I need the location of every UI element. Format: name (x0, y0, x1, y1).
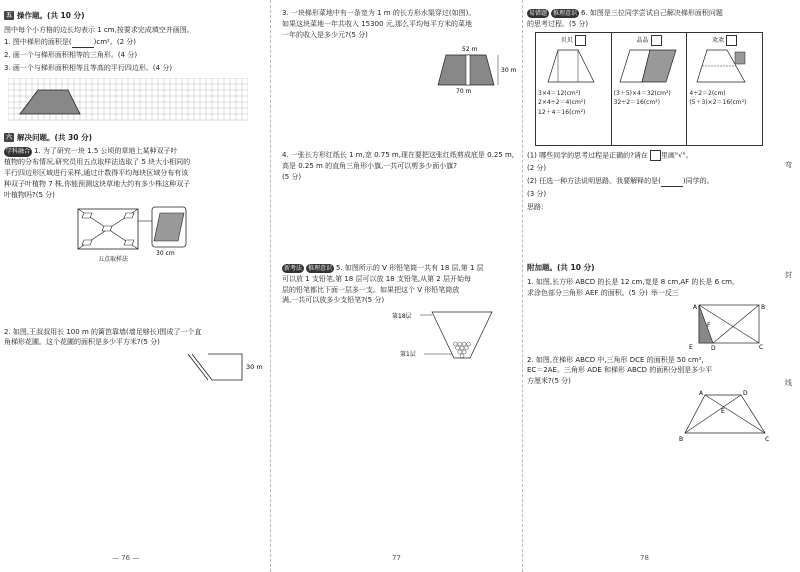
svg-text:E: E (689, 343, 693, 351)
svg-text:30 m: 30 m (246, 363, 263, 372)
tag-badge: 学科融合 (6, 148, 31, 156)
question-2: 2. 画一个与梯形面积相等的三角形。(4 分) (4, 51, 138, 60)
svg-text:D: D (743, 390, 748, 398)
section-heading: 五 操作题。(共 10 分) (6, 11, 85, 20)
binding-mark: 线 (785, 379, 792, 387)
answer-blank[interactable] (72, 39, 94, 48)
trapezoid-cut-c (689, 46, 759, 86)
question-1: 1. 图中梯形的面积是( )cm²。(2 分) (4, 38, 136, 47)
svg-text:F: F (707, 321, 711, 329)
svg-text:A: A (699, 390, 704, 398)
section-heading: 六 解决问题。(共 30 分) (6, 132, 93, 142)
svg-text:第18层: 第18层 (392, 313, 412, 321)
problem-5: 新考法 推理意识 5. 如图所示的 V 形铅笔筒一共有 18 层,第 1 层 可以放 1 支铅笔,第 18 层可以放 18 支铅笔,从第 2 层开始每 层的铅笔都比下面一层多一支。如果把这个 V 形铅笔筒放 满,一共可以放多少支铅笔?(5 分) (282, 263, 484, 305)
section-icon: 五 (6, 12, 13, 20)
method-card-b: 晶晶 (3＋5)×4＝32(cm²) 32÷2＝16(cm²) (612, 33, 688, 145)
check-box[interactable] (650, 150, 661, 161)
section-heading: 附加题。(共 10 分) (527, 263, 595, 273)
middle-column (282, 8, 520, 370)
question-6-2: (2) 任选一种方法说明思路。我要解释的是( )同学的。 (527, 176, 714, 185)
svg-text:五点取样法: 五点取样法 (98, 255, 129, 263)
problem-1: 学科融合 1. 为了研究一块 1.5 公顷的草地上某种双子叶 植物的分布情况,研究员用五点取样法选取了 5 块大小相同的 平行四边形区域进行采样,通过计数得平均每块区域分布有该 种双子叶植物 7 株,你能预测这块草地大约有多少株这种双子 叶植物吗?(5 分) (4, 147, 191, 199)
extra-problem-2: 2. 如图,在梯形 ABCD 中,三角形 DCE 的面积是 50 cm², EC＝2AE。三角形 ADE 和梯形 ABCD 的面积分别是多少平 方厘米?(5 分) (527, 355, 713, 386)
method-table (535, 32, 763, 146)
garden-trapezoid-diagram (184, 350, 274, 386)
svg-text:B: B (679, 436, 684, 444)
svg-text:70 m: 70 m (456, 87, 472, 95)
method-card-c: 欢欢 4÷2＝2(cm) (5＋3)×2＝16(cm²) (687, 33, 762, 145)
svg-text:B: B (761, 303, 766, 311)
method-card-a: 贝贝 3×4＝12(cm²) 2×4÷2＝4(cm²) 12＋4＝16(cm²) (536, 33, 612, 145)
svg-text:30 cm: 30 cm (156, 249, 175, 257)
tag-badge: 推理意识 (308, 264, 333, 272)
binding-mark: 封 (785, 271, 792, 279)
square-grid (8, 78, 248, 122)
svg-text:52 m: 52 m (462, 45, 478, 53)
tag-label: 举一反三 (650, 288, 679, 297)
section-icon: 六 (6, 134, 13, 141)
svg-text:C: C (765, 436, 770, 444)
page-number: 77 (392, 554, 401, 563)
svg-text:第1层: 第1层 (400, 351, 416, 359)
rectangle-abcd-diagram (687, 301, 767, 351)
column-divider (270, 0, 271, 572)
answer-blank[interactable] (661, 178, 683, 187)
svg-text:C: C (759, 343, 764, 351)
instruction: 图中每个小方格的边长均表示 1 cm,按要求完成填空并画图。 (4, 25, 194, 34)
five-point-sampling-diagram (64, 203, 204, 265)
points: (3 分) (527, 189, 547, 198)
trapezoid-split-a (538, 46, 608, 86)
check-box[interactable] (726, 35, 737, 46)
trapezoid-shape (20, 90, 80, 114)
svg-text:30 m: 30 m (501, 66, 517, 74)
question-3: 3. 画一个与梯形面积相等且等高的平行四边形。(4 分) (4, 64, 173, 73)
left-column (4, 8, 262, 390)
points: (2 分) (527, 164, 547, 173)
tag-badge: 易错题 (529, 10, 548, 17)
problem-2: 2. 如图,王叔叔用长 100 m 的篱笆靠墙(墙足够长)围成了一个直 角梯形花圃。这个花圃的面积是多少平方米?(5 分) (4, 327, 202, 347)
pencil-holder-diagram (392, 308, 512, 366)
binding-mark: 弯 (785, 161, 792, 169)
extra-problem-1: 1. 如图,长方形 ABCD 的长是 12 cm,宽是 8 cm,AF 的长是 6 cm。 求涂色部分三角形 AEF 的面积。(5 分) 举一反三 (527, 278, 739, 297)
page-number: 78 (640, 554, 649, 563)
check-box[interactable] (575, 35, 586, 46)
check-box[interactable] (651, 35, 662, 46)
trapezoid-abcd-diagram (677, 389, 777, 443)
tag-badge: 推理意识 (553, 10, 578, 17)
vegetable-field-diagram (422, 43, 532, 95)
page-number: — 76 — (112, 554, 140, 563)
right-column (527, 8, 770, 447)
svg-text:E: E (721, 408, 725, 416)
problem-3: 3. 一块梯形菜地中有一条宽为 1 m 的长方形水渠穿过(如图)。 如果这块菜地一年共收入 15300 元,那么平均每平方米的菜地 一年的收入是多少元?(5 分) (282, 9, 476, 39)
reasoning-label: 思路: (527, 202, 544, 211)
trapezoid-double-b (614, 46, 684, 86)
tag-badge: 新考法 (284, 264, 303, 272)
problem-6: 易错题 推理意识 6. 如图是三位同学尝试自己解决梯形面积问题 的思考过程。(5 分) (527, 9, 723, 28)
problem-4: 4. 一张长方形红纸长 1 m,宽 0.75 m,现在要把这张红纸剪成底是 0.25 m, 高是 0.25 m 的直角三角形小旗,一共可以剪多少面小旗? (5 分) (282, 151, 515, 182)
svg-text:D: D (711, 344, 716, 351)
svg-text:A: A (693, 303, 698, 311)
question-6-1: (1) 哪些同学的思考过程是正确的?请在 里画"√"。 (527, 151, 693, 160)
